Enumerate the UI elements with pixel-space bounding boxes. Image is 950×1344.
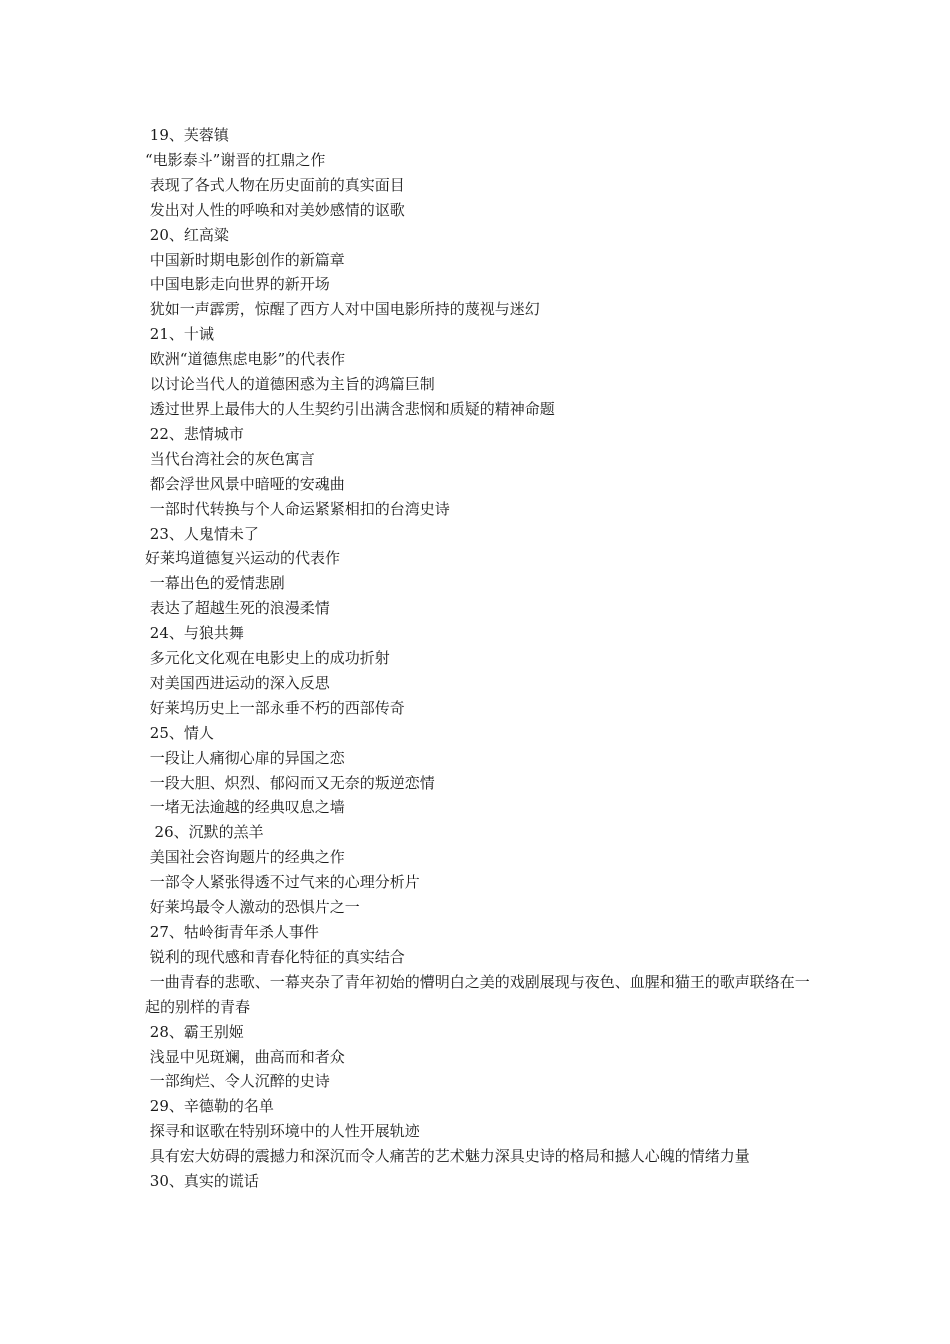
film-comment: 锐利的现代感和青春化特征的真实结合 (145, 947, 405, 966)
film-comment: 好莱坞道德复兴运动的代表作 (145, 549, 341, 568)
film-comment: 欧洲“道德焦虑电影”的代表作 (145, 350, 346, 369)
film-comment: 多元化文化观在电影史上的成功折射 (145, 649, 390, 668)
film-comment: 一曲青春的悲歌、一幕夹杂了青年初始的懵明白之美的戏剧展现与夜色、血腥和猫王的歌声联络在一起的别样的青春 (145, 972, 810, 1016)
film-comment: 一部绚烂、令人沉醉的史诗 (145, 1072, 330, 1091)
film-title-21: 21、十诫 (145, 325, 214, 344)
film-comment: 好莱坞历史上一部永垂不朽的西部传奇 (145, 698, 405, 717)
film-comment: “电影泰斗”谢晋的扛鼎之作 (145, 150, 326, 169)
film-title-30: 30、真实的谎话 (145, 1172, 259, 1191)
film-comment: 美国社会咨询题片的经典之作 (145, 848, 345, 867)
film-comment: 表达了超越生死的浪漫柔情 (145, 599, 330, 618)
film-title-24: 24、与狼共舞 (145, 624, 244, 643)
film-title-23: 23、人鬼情未了 (145, 524, 259, 543)
film-comment: 都会浮世风景中暗哑的安魂曲 (145, 474, 345, 493)
film-title-22: 22、悲情城市 (145, 424, 244, 443)
film-comment: 一堵无法逾越的经典叹息之墙 (145, 798, 345, 817)
film-comment: 探寻和讴歌在特别环境中的人性开展轨迹 (145, 1122, 420, 1141)
film-title-25: 25、情人 (145, 723, 214, 742)
film-comment: 发出对人性的呼唤和对美妙感情的讴歌 (145, 200, 405, 219)
film-comment: 以讨论当代人的道德困惑为主旨的鸿篇巨制 (145, 375, 435, 394)
film-comment: 具有宏大妨碍的震撼力和深沉而令人痛苦的艺术魅力深具史诗的格局和撼人心魄的情绪力量 (145, 1147, 750, 1166)
film-comment: 一部时代转换与个人命运紧紧相扣的台湾史诗 (145, 499, 450, 518)
film-title-29: 29、辛德勒的名单 (145, 1097, 274, 1116)
film-title-28: 28、霸王别姬 (145, 1022, 244, 1041)
film-comment: 中国电影走向世界的新开场 (145, 275, 330, 294)
film-comment: 一幕出色的爱情悲剧 (145, 574, 285, 593)
film-comment: 当代台湾社会的灰色寓言 (145, 449, 315, 468)
film-title-20: 20、红高粱 (145, 225, 229, 244)
film-comment: 透过世界上最伟大的人生契约引出满含悲悯和质疑的精神命题 (145, 399, 555, 418)
film-title-19: 19、芙蓉镇 (145, 126, 229, 144)
film-comment: 表现了各式人物在历史面前的真实面目 (145, 175, 405, 194)
film-comment: 好莱坞最令人激动的恐惧片之一 (145, 898, 360, 917)
film-comment: 中国新时期电影创作的新篇章 (145, 250, 345, 269)
film-title-26: 26、沉默的羔羊 (145, 823, 264, 842)
document-body (145, 123, 815, 1194)
film-comment: 一段让人痛彻心扉的异国之恋 (145, 748, 345, 767)
film-comment: 一段大胆、炽烈、郁闷而又无奈的叛逆恋情 (145, 773, 435, 792)
film-comment: 一部令人紧张得透不过气来的心理分析片 (145, 873, 420, 892)
film-title-27: 27、牯岭街青年杀人事件 (145, 923, 319, 941)
film-comment: 浅显中见斑斓，曲高而和者众 (145, 1047, 345, 1066)
film-comment: 犹如一声霹雳，惊醒了西方人对中国电影所持的蔑视与迷幻 (145, 300, 540, 319)
film-comment: 对美国西进运动的深入反思 (145, 673, 330, 692)
